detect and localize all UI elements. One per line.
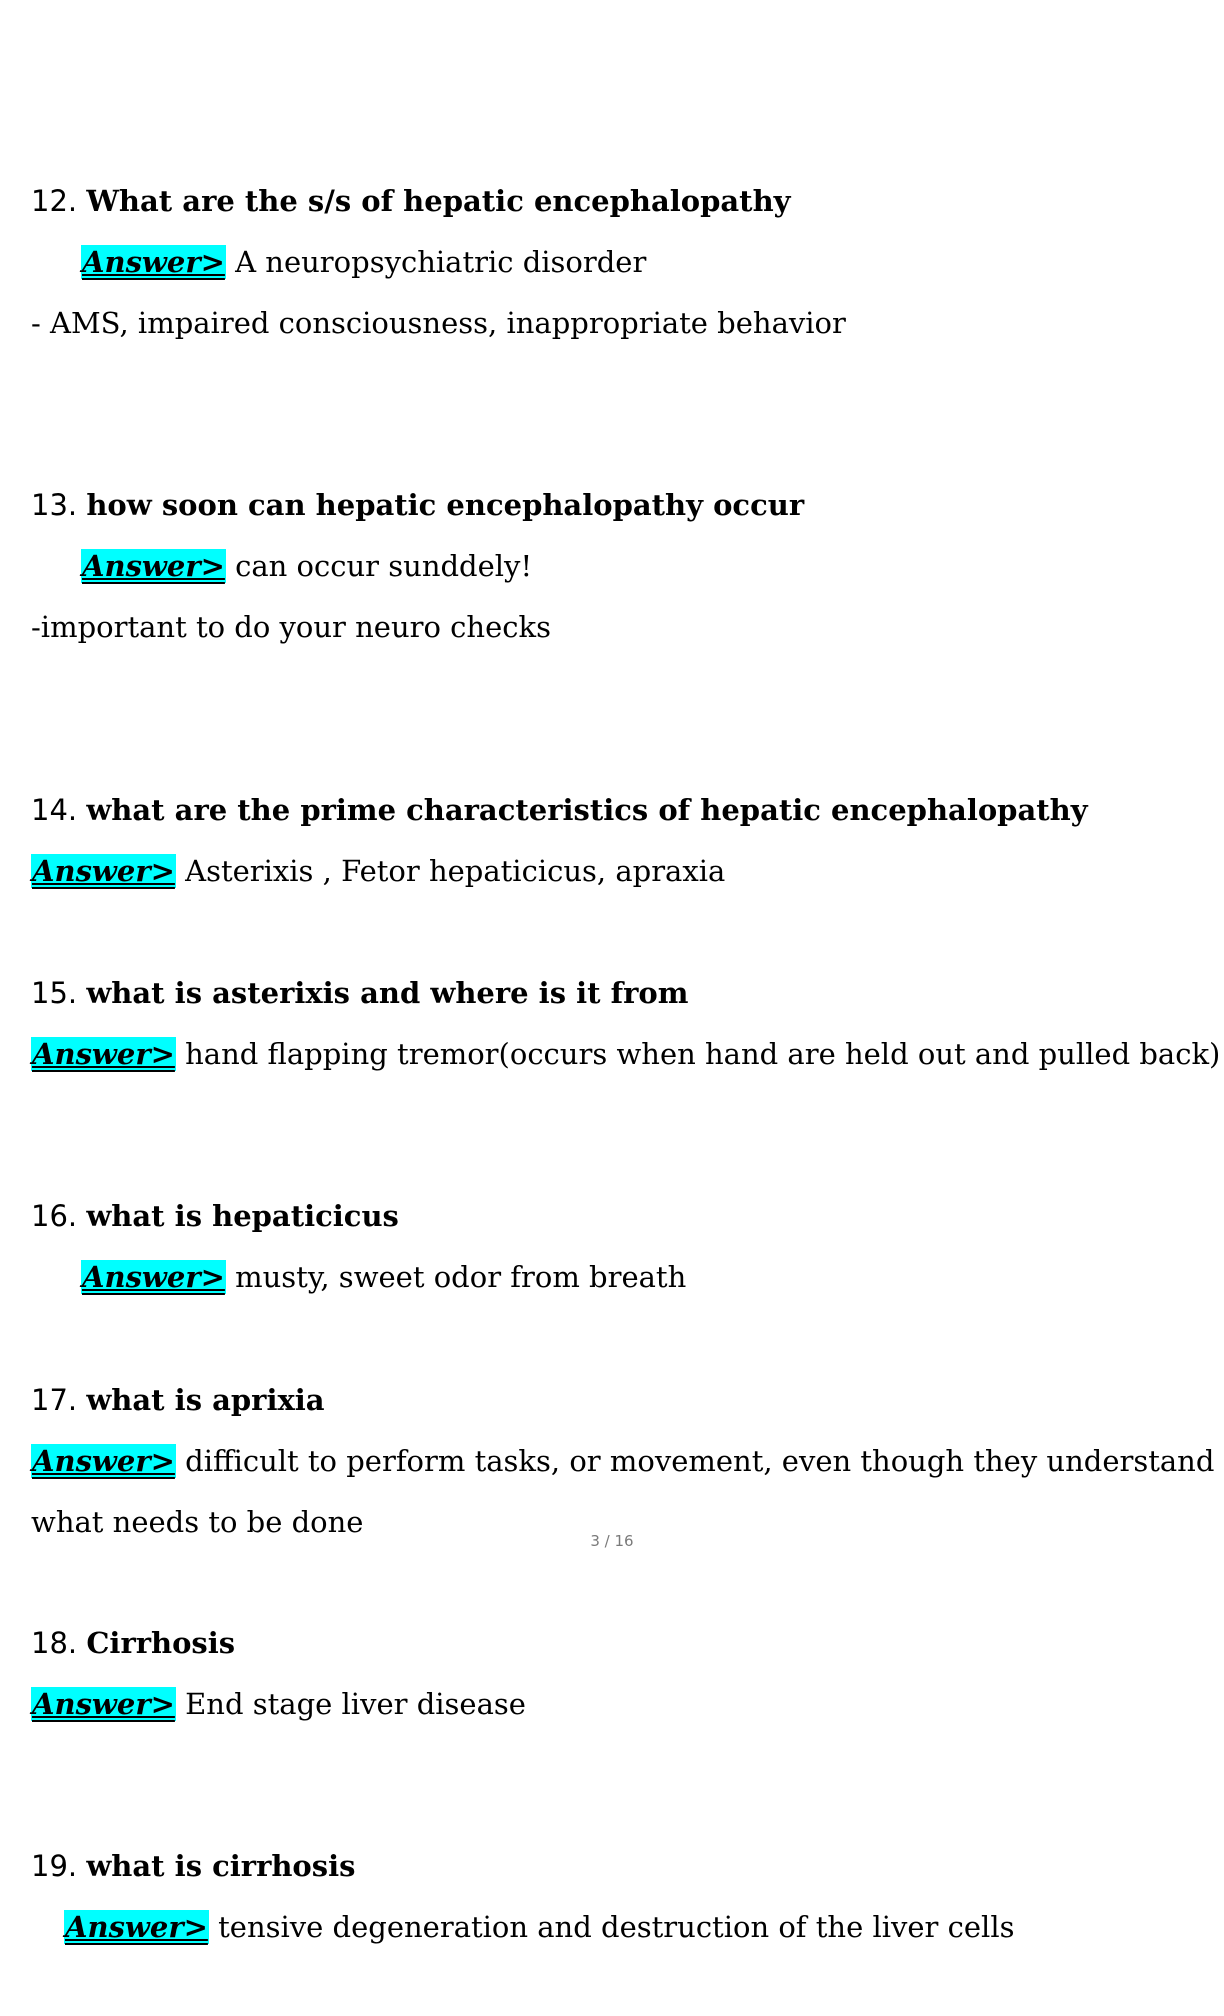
answer-12-detail: - AMS, impaired consciousness, inappropriate behavior (31, 306, 846, 340)
question-12 (31, 184, 791, 218)
question-13 (31, 488, 804, 522)
answer-12 (81, 245, 646, 279)
answer-15 (31, 1037, 1220, 1071)
answer-17 (31, 1444, 1214, 1478)
question-number: 19. (31, 1849, 78, 1883)
answer-14 (31, 854, 725, 888)
answer-16 (81, 1260, 686, 1294)
question-text: what is asterixis and where is it from (86, 976, 689, 1010)
question-18 (31, 1626, 235, 1660)
answer-text: difficult to perform tasks, or movement, even though they understand (185, 1444, 1215, 1478)
answer-text: musty, sweet odor from breath (235, 1260, 687, 1294)
question-text: what is hepaticicus (86, 1199, 399, 1233)
answer-text: can occur sunddely! (235, 549, 533, 583)
answer-13-detail: -important to do your neuro checks (31, 610, 551, 644)
question-number: 13. (31, 488, 78, 522)
answer-text: A neuropsychiatric disorder (235, 245, 647, 279)
question-number: 15. (31, 976, 78, 1010)
question-text: what is aprixia (86, 1383, 325, 1417)
answer-label: Answer> (82, 549, 225, 583)
answer-18 (31, 1687, 526, 1721)
question-number: 14. (31, 793, 78, 827)
question-17 (31, 1383, 325, 1417)
question-number: 18. (31, 1626, 78, 1660)
answer-text: tensive degeneration and destruction of the liver cells (218, 1910, 1015, 1944)
answer-19 (64, 1910, 1014, 1944)
page-number: 3 / 16 (590, 1532, 634, 1550)
answer-label: Answer> (82, 245, 225, 279)
answer-label: Answer> (32, 1687, 175, 1721)
answer-text: End stage liver disease (185, 1687, 526, 1721)
question-16 (31, 1199, 399, 1233)
answer-label: Answer> (32, 1037, 175, 1071)
question-14 (31, 793, 1088, 827)
answer-text: hand flapping tremor(occurs when hand are held out and pulled back) (185, 1037, 1221, 1071)
answer-text: Asterixis , Fetor hepaticicus, apraxia (185, 854, 726, 888)
answer-label: Answer> (65, 1910, 208, 1944)
question-text: what are the prime characteristics of hepatic encephalopathy (86, 793, 1088, 827)
question-number: 12. (31, 184, 78, 218)
question-15 (31, 976, 688, 1010)
question-text: what is cirrhosis (86, 1849, 356, 1883)
question-19 (31, 1849, 355, 1883)
question-text: What are the s/s of hepatic encephalopathy (86, 184, 791, 218)
answer-label: Answer> (32, 1444, 175, 1478)
answer-label: Answer> (32, 854, 175, 888)
answer-13 (81, 549, 532, 583)
question-text: Cirrhosis (86, 1626, 236, 1660)
question-number: 16. (31, 1199, 78, 1233)
question-text: how soon can hepatic encephalopathy occur (86, 488, 805, 522)
question-number: 17. (31, 1383, 78, 1417)
answer-17-detail: what needs to be done (31, 1505, 364, 1539)
answer-label: Answer> (82, 1260, 225, 1294)
